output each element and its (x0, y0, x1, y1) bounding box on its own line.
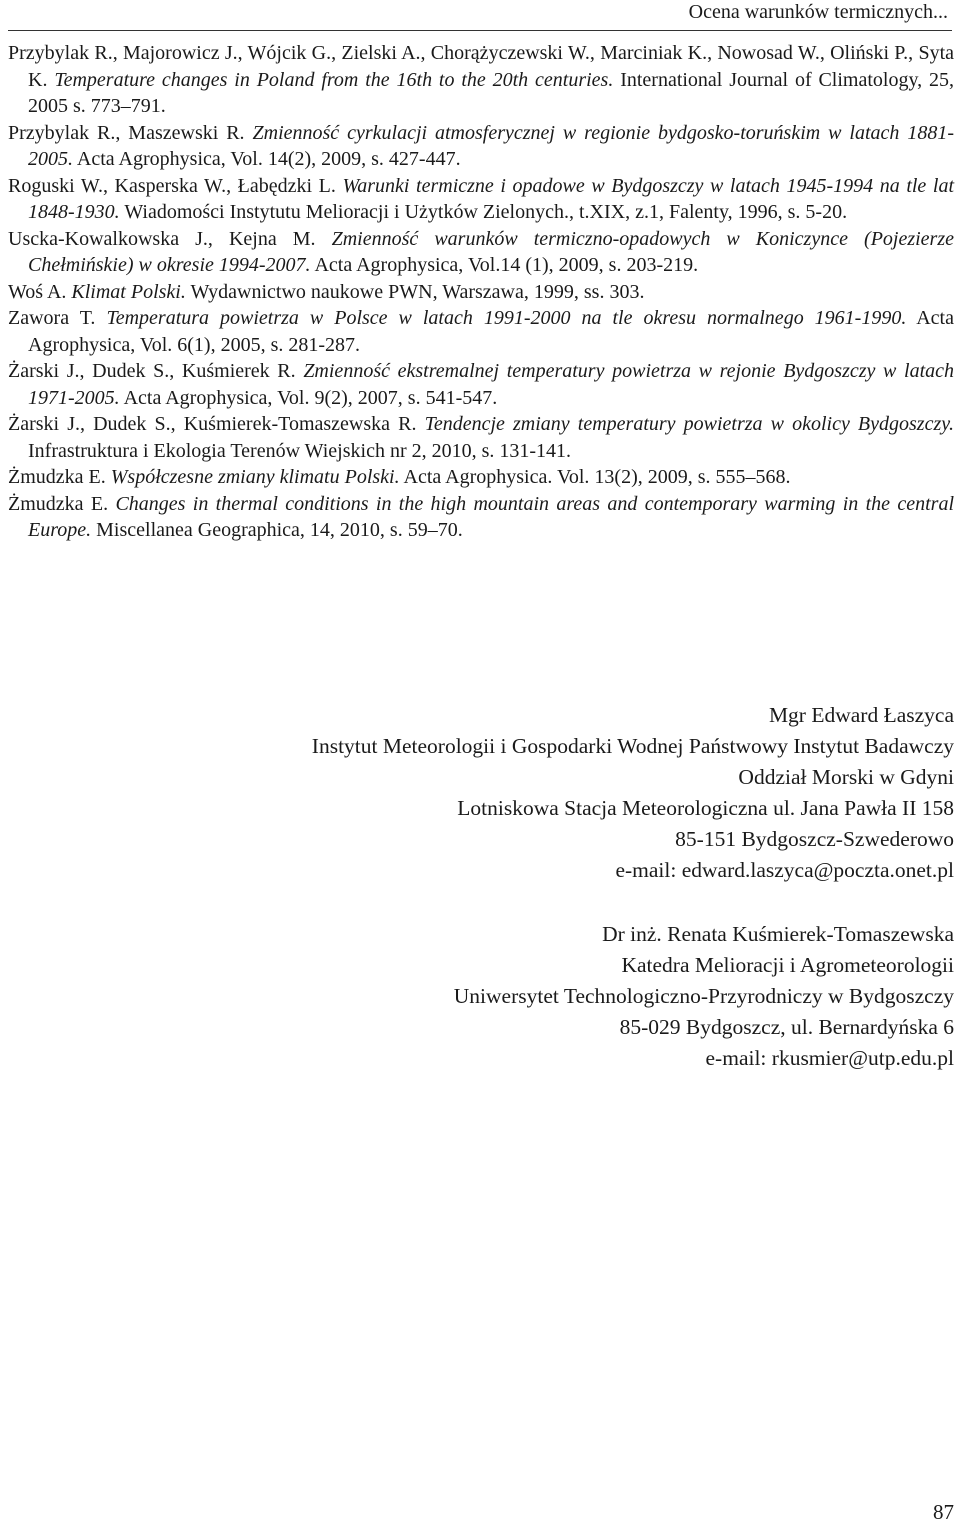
reference-title: Zmienność ekstremalnej temperatury powietrza w rejonie Bydgoszczy w latach 1971-2005. (28, 360, 955, 409)
reference-item (8, 40, 954, 120)
author-name: Dr inż. Renata Kuśmierek-Tomaszewska (602, 922, 954, 946)
author-email: e-mail: rkusmier@utp.edu.pl (705, 1046, 954, 1070)
reference-title: Współczesne zmiany klimatu Polski. (110, 466, 400, 488)
reference-source: Wydawnictwo naukowe PWN, Warszawa, 1999, ss. 303. (190, 280, 645, 303)
author-address: 85-029 Bydgoszcz, ul. Bernardyńska 6 (619, 1015, 954, 1039)
reference-authors: Uscka-Kowalkowska J., Kejna M. (8, 227, 316, 250)
reference-item (8, 305, 954, 358)
reference-title: Temperatura powietrza w Polsce w latach 1991-2000 na tle okresu normalnego 1961-1990. (106, 307, 907, 329)
reference-item (8, 120, 954, 173)
reference-authors: Żmudzka E. (8, 466, 106, 488)
reference-title: Temperature changes in Poland from the 16th to the 20th centuries. (54, 68, 614, 91)
reference-list (8, 40, 954, 544)
reference-source: Wiadomości Instytutu Melioracji i Użytków Zielonych., t.XIX, z.1, Falenty, 1996, s. 5-20. (124, 201, 848, 223)
author-email: e-mail: edward.laszyca@poczta.onet.pl (615, 858, 954, 882)
running-head (8, 0, 952, 31)
reference-source: Acta Agrophysica. Vol. 13(2), 2009, s. 555–568. (403, 466, 791, 488)
reference-authors: Przybylak R., Majorowicz J., Wójcik G., Zielski A., Chorążyczewski W., Marciniak K., Nowosad W., Oliński P., Syta K. (8, 42, 954, 91)
reference-title: Warunki termiczne i opadowe w Bydgoszczy w latach 1945-1994 na tle lat 1848-1930. (28, 174, 954, 223)
author-institution: Katedra Melioracji i Agrometeorologii (621, 953, 954, 977)
reference-item (8, 411, 954, 464)
reference-authors: Żarski J., Dudek S., Kuśmierek-Tomaszewska R. (8, 413, 417, 435)
reference-title: Changes in thermal conditions in the high mountain areas and contemporary warming in the central Europe. (28, 492, 955, 541)
reference-authors: Woś A. (8, 280, 67, 303)
reference-item (8, 226, 954, 279)
reference-source: Acta Agrophysica, Vol. 9(2), 2007, s. 541-547. (123, 386, 498, 409)
reference-authors: Przybylak R., Maszewski R. (8, 121, 245, 144)
reference-title: Zmienność cyrkulacji atmosferycznej w regionie bydgosko-toruńskim w latach 1881-2005. (28, 121, 954, 170)
author-affiliation (454, 919, 954, 1074)
reference-authors: Roguski W., Kasperska W., Łabędzki L. (8, 174, 336, 197)
author-unit: Uniwersytet Technologiczno-Przyrodniczy w Bydgoszczy (453, 984, 954, 1008)
reference-source: Acta Agrophysica, Vol.14 (1), 2009, s. 203-219. (314, 254, 699, 276)
author-affiliation (312, 700, 954, 886)
reference-item (8, 279, 954, 306)
reference-authors: Żarski J., Dudek S., Kuśmierek R. (8, 360, 296, 382)
reference-source: Infrastruktura i Ekologia Terenów Wiejskich nr 2, 2010, s. 131-141. (28, 439, 572, 462)
running-head-text: Ocena warunków termicznych... (688, 1, 948, 23)
reference-authors: Żmudzka E. (8, 492, 109, 515)
author-institution: Instytut Meteorologii i Gospodarki Wodnej Państwowy Instytut Badawczy (311, 734, 954, 758)
reference-item (8, 358, 954, 411)
author-name: Mgr Edward Łaszyca (768, 703, 954, 727)
reference-title: Tendencje zmiany temperatury powietrza w okolicy Bydgoszczy. (424, 413, 955, 435)
reference-authors: Zawora T. (8, 307, 96, 329)
reference-item (8, 173, 954, 226)
reference-source: Acta Agrophysica, Vol. 6(1), 2005, s. 281-287. (28, 307, 954, 356)
author-address: Lotniskowa Stacja Meteorologiczna ul. Jana Pawła II 158 (457, 796, 954, 820)
reference-source: International Journal of Climatology, 25, 2005 s. 773–791. (28, 68, 955, 117)
reference-title: Klimat Polski. (71, 280, 186, 303)
reference-source: Acta Agrophysica, Vol. 14(2), 2009, s. 427-447. (76, 148, 461, 170)
reference-source: Miscellanea Geographica, 14, 2010, s. 59–70. (96, 519, 463, 541)
page-number: 87 (933, 1500, 954, 1524)
reference-title: Zmienność warunków termiczno-opadowych w Koniczynce (Pojezierze Chełmińskie) w okresie 1994-2007. (28, 227, 954, 276)
author-unit: Oddział Morski w Gdyni (738, 765, 954, 789)
reference-item (8, 464, 954, 491)
author-city: 85-151 Bydgoszcz-Szwederowo (675, 827, 954, 851)
reference-item (8, 491, 954, 544)
